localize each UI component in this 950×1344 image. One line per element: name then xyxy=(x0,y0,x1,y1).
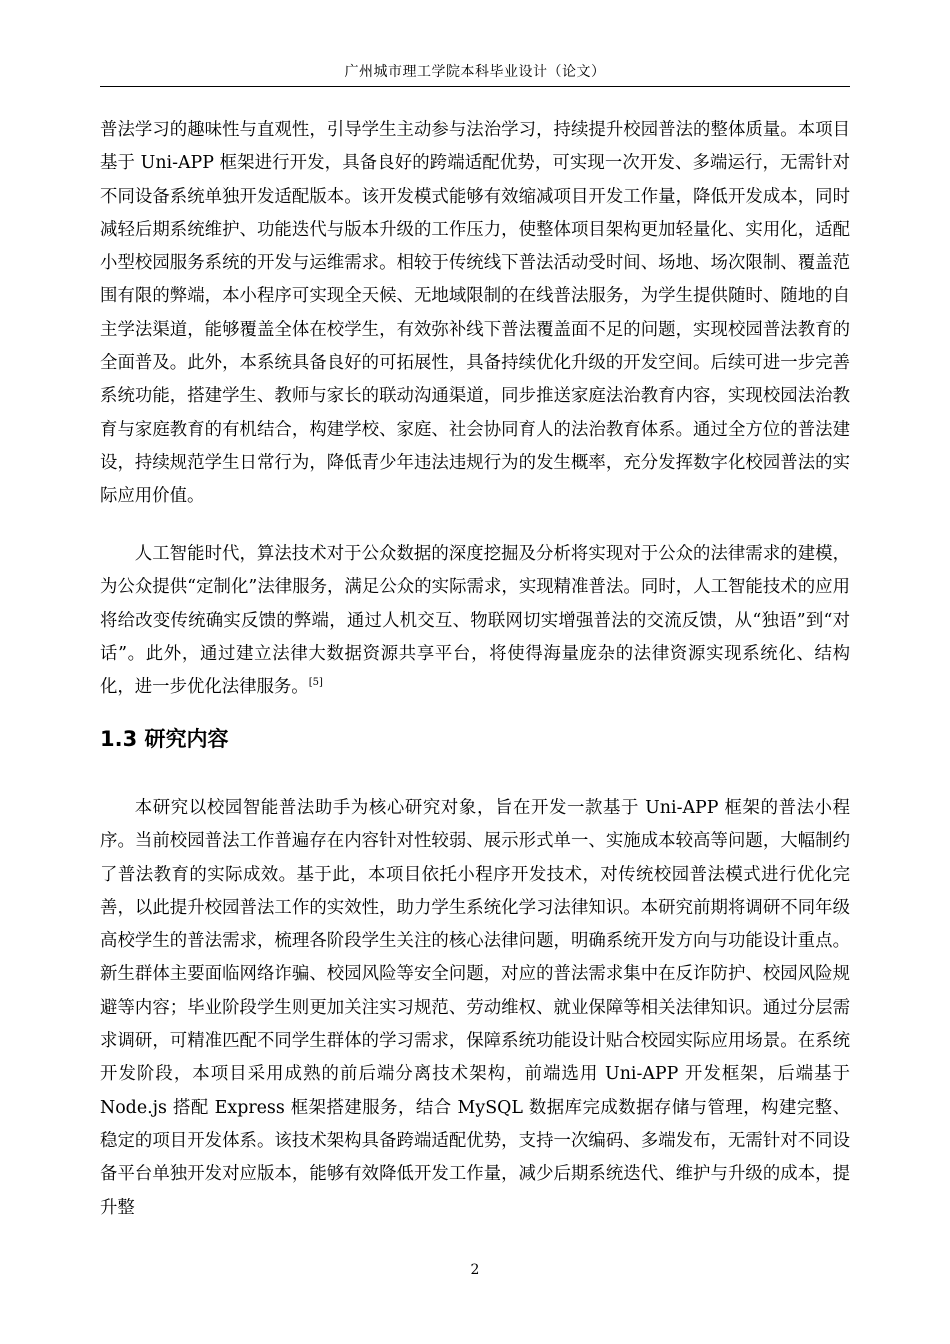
paragraph-ai-era xyxy=(100,538,850,704)
page-number: 2 xyxy=(470,1262,480,1278)
running-header: 广州城市理工学院本科毕业设计（论文） xyxy=(344,64,606,80)
paragraph-research-content: 本研究以校园智能普法助手为核心研究对象，旨在开发一款基于 Uni-APP 框架的普法小程序。当前校园普法工作普遍存在内容针对性较弱、展示形式单一、实施成本较高等问题，大幅制约了普法教育的实际成效。基于此，本项目依托小程序开发技术，对传统校园普法模式进行优化完善，以此提升校园普法工作的实效性，助力学生系统化学习法律知识。本研究前期将调研不同年级高校学生的普法需求，梳理各阶段学生关注的核心法律问题，明确系统开发方向与功能设计重点。新生群体主要面临网络诈骗、校园风险等安全问题，对应的普法需求集中在反诈防护、校园风险规避等内容；毕业阶段学生则更加关注实习规范、劳动维权、就业保障等相关法律知识。通过分层需求调研，可精准匹配不同学生群体的学习需求，保障系统功能设计贴合校园实际应用场景。在系统开发阶段，本项目采用成熟的前后端分离技术架构，前端选用 Uni-APP 开发框架，后端基于 Node.js 搭配 Express 框架搭建服务，结合 MySQL 数据库完成数据存储与管理，构建完整、稳定的项目开发体系。该技术架构具备跨端适配优势，支持一次编码、多端发布，无需针对不同设备平台单独开发对应版本，能够有效降低开发工作量，减少后期系统迭代、维护与升级的成本，提升整 xyxy=(100,798,850,1218)
citation-marker: [5] xyxy=(308,677,323,689)
paragraph-ai-era-text: 人工智能时代，算法技术对于公众数据的深度挖掘及分析将实现对于公众的法律需求的建模，为公众提供“定制化”法律服务，满足公众的实际需求，实现精准普法。同时，人工智能技术的应用将给改变传统确实反馈的弊端，通过人机交互、物联网切实增强普法的交流反馈，从“独语”到“对话”。此外，通过建立法律大数据资源共享平台，将使得海量庞杂的法律资源实现系统化、结构化，进一步优化法律服务。 xyxy=(100,544,850,698)
section-heading: 1.3 研究内容 xyxy=(100,727,229,751)
header-rule xyxy=(100,86,850,87)
paragraph-continuation: 普法学习的趣味性与直观性，引导学生主动参与法治学习，持续提升校园普法的整体质量。本项目基于 Uni-APP 框架进行开发，具备良好的跨端适配优势，可实现一次开发、多端运行，无需针对不同设备系统单独开发适配版本。该开发模式能够有效缩减项目开发工作量，降低开发成本，同时减轻后期系统维护、功能迭代与版本升级的工作压力，使整体项目架构更加轻量化、实用化，适配小型校园服务系统的开发与运维需求。相较于传统线下普法活动受时间、场地、场次限制、覆盖范围有限的弊端，本小程序可实现全天候、无地域限制的在线普法服务，为学生提供随时、随地的自主学法渠道，能够覆盖全体在校学生，有效弥补线下普法覆盖面不足的问题，实现校园普法教育的全面普及。此外，本系统具备良好的可拓展性，具备持续优化升级的开发空间。后续可进一步完善系统功能，搭建学生、教师与家长的联动沟通渠道，同步推送家庭法治教育内容，实现校园法治教育与家庭教育的有机结合，构建学校、家庭、社会协同育人的法治教育体系。通过全方位的普法建设，持续规范学生日常行为，降低青少年违法违规行为的发生概率，充分发挥数字化校园普法的实际应用价值。 xyxy=(100,120,850,507)
